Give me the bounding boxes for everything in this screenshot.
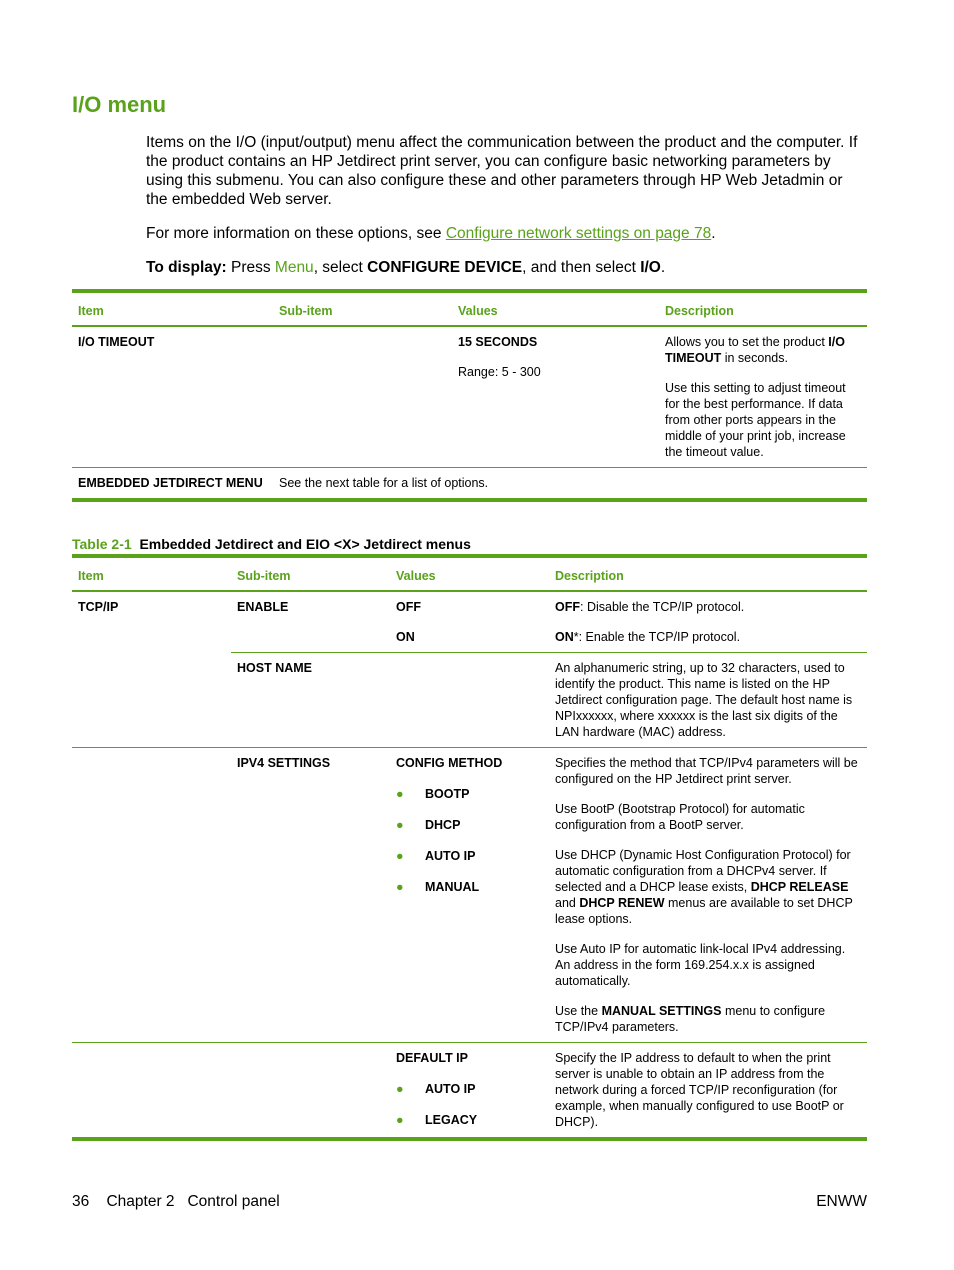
sub-item-enable: ENABLE bbox=[237, 600, 289, 614]
display-select: , select bbox=[313, 259, 368, 276]
value-default-ip: DEFAULT IP bbox=[396, 1051, 468, 1065]
header-sub-item: Sub-item bbox=[273, 291, 452, 326]
config-method-options bbox=[396, 786, 543, 895]
table-row bbox=[72, 326, 867, 468]
values-cell bbox=[452, 326, 659, 468]
sub-item-empty bbox=[231, 1043, 390, 1140]
desc-text: in seconds. bbox=[721, 351, 788, 365]
footer-left bbox=[72, 1193, 280, 1211]
desc-text: *: Enable the TCP/IP protocol. bbox=[573, 630, 741, 644]
desc-off bbox=[555, 599, 861, 615]
option-auto-ip: AUTO IP bbox=[425, 849, 476, 863]
bullet-icon: ● bbox=[396, 880, 404, 894]
configure-device-word: CONFIGURE DEVICE bbox=[367, 259, 523, 276]
table-row bbox=[72, 653, 867, 748]
desc-text: and bbox=[555, 896, 580, 910]
values-cell bbox=[390, 748, 549, 1043]
option-auto-ip: AUTO IP bbox=[425, 1082, 476, 1096]
chapter-label: Chapter 2 bbox=[106, 1193, 175, 1210]
desc-io-timeout bbox=[665, 334, 861, 366]
desc-text: Use the bbox=[555, 1004, 602, 1018]
more-info-paragraph bbox=[146, 224, 868, 243]
menu-word: Menu bbox=[274, 259, 314, 276]
bullet-icon: ● bbox=[396, 787, 404, 801]
header-description: Description bbox=[659, 291, 867, 326]
desc-bold: DHCP RENEW bbox=[579, 896, 665, 910]
display-label: To display: bbox=[146, 259, 227, 276]
table-row bbox=[72, 748, 867, 1043]
option-legacy: LEGACY bbox=[425, 1113, 478, 1127]
header-values: Values bbox=[452, 291, 659, 326]
table-caption bbox=[72, 536, 471, 552]
io-menu-table bbox=[72, 289, 867, 502]
desc-text: menus are available to set DHCP lease options. bbox=[555, 896, 853, 926]
desc-adjust-timeout: Use this setting to adjust timeout for the best performance. If data from other ports appears in the middle of your print job, increase the timeout value. bbox=[665, 381, 846, 459]
header-item: Item bbox=[72, 291, 273, 326]
description-cell bbox=[549, 748, 867, 1043]
default-ip-options bbox=[396, 1081, 543, 1128]
bullet-icon: ● bbox=[396, 849, 404, 863]
desc-bold: DHCP RELEASE bbox=[750, 880, 849, 894]
list-item bbox=[396, 817, 543, 833]
sub-item-ipv4-settings: IPV4 SETTINGS bbox=[231, 748, 390, 1043]
desc-on bbox=[555, 629, 861, 645]
values-empty bbox=[390, 653, 549, 748]
option-manual: MANUAL bbox=[425, 880, 480, 894]
desc-dhcp bbox=[555, 847, 861, 927]
desc-default-ip: Specify the IP address to default to when the print server is unable to obtain an IP address from the network during a forced TCP/IP reconfiguration (for example, when manually configured to use BootP or DHCP). bbox=[549, 1043, 867, 1140]
item-embedded-jetdirect-menu: EMBEDDED JETDIRECT MENU bbox=[72, 468, 273, 501]
list-item bbox=[396, 879, 543, 895]
item-tcpip: TCP/IP bbox=[78, 600, 119, 614]
desc-manual bbox=[555, 1003, 861, 1035]
bullet-icon: ● bbox=[396, 1082, 404, 1096]
value-15-seconds: 15 SECONDS bbox=[458, 335, 538, 349]
header-sub-item: Sub-item bbox=[231, 556, 390, 591]
display-instructions bbox=[146, 258, 868, 277]
desc-bold: I/O TIMEOUT bbox=[665, 335, 845, 365]
desc-text: menu to configure TCP/IPv4 parameters. bbox=[555, 1004, 826, 1034]
value-range: Range: 5 - 300 bbox=[458, 365, 541, 379]
footer-right: ENWW bbox=[816, 1193, 867, 1210]
list-item bbox=[396, 1081, 543, 1097]
list-item bbox=[396, 848, 543, 864]
bullet-icon: ● bbox=[396, 1113, 404, 1127]
item-io-timeout: I/O TIMEOUT bbox=[78, 335, 155, 349]
configure-network-link[interactable]: Configure network settings on page 78 bbox=[445, 225, 712, 242]
list-item bbox=[396, 786, 543, 802]
table-header-row bbox=[72, 556, 867, 591]
desc-text: : Disable the TCP/IP protocol. bbox=[580, 600, 745, 614]
desc-text: Use DHCP (Dynamic Host Configuration Protocol) for automatic configuration from a DHCPv4 server. If selected and a DHCP lease exists, bbox=[555, 848, 851, 894]
description-cell bbox=[659, 326, 867, 468]
more-info-text: For more information on these options, see bbox=[146, 225, 446, 242]
desc-bold: ON bbox=[555, 630, 574, 644]
table-row bbox=[72, 591, 867, 653]
header-description: Description bbox=[549, 556, 867, 591]
item-empty bbox=[72, 653, 231, 748]
table-header-row bbox=[72, 291, 867, 326]
display-press: Press bbox=[226, 259, 275, 276]
display-end: . bbox=[660, 259, 666, 276]
description-cell bbox=[549, 591, 867, 653]
section-label: Control panel bbox=[187, 1193, 280, 1210]
intro-paragraph: Items on the I/O (input/output) menu affect the communication between the product and the computer. If the product contains an HP Jetdirect print server, you can configure basic networking parameters by using this submenu. You can also configure these and other parameters through HP Web Jetadmin or the embedded Web server. bbox=[146, 134, 858, 208]
page-number: 36 bbox=[72, 1193, 90, 1210]
desc-bold: MANUAL SETTINGS bbox=[601, 1004, 722, 1018]
io-word: I/O bbox=[640, 259, 661, 276]
desc-bold: OFF bbox=[555, 600, 580, 614]
option-bootp: BOOTP bbox=[425, 787, 470, 801]
item-empty bbox=[72, 1043, 231, 1140]
table-row bbox=[72, 468, 867, 501]
value-off: OFF bbox=[396, 600, 421, 614]
list-item bbox=[396, 1112, 543, 1128]
option-dhcp: DHCP bbox=[425, 818, 461, 832]
bullet-icon: ● bbox=[396, 818, 404, 832]
value-config-method: CONFIG METHOD bbox=[396, 756, 503, 770]
values-cell bbox=[390, 591, 549, 653]
desc-text: Allows you to set the product bbox=[665, 335, 829, 349]
desc-config-method: Specifies the method that TCP/IPv4 parameters will be configured on the HP Jetdirect print server. bbox=[555, 756, 858, 786]
table-row bbox=[72, 1043, 867, 1140]
jetdirect-menus-table bbox=[72, 554, 867, 1141]
header-values: Values bbox=[390, 556, 549, 591]
value-on: ON bbox=[396, 630, 415, 644]
desc-auto-ip: Use Auto IP for automatic link-local IPv4 addressing. An address in the form 169.254.x.x is assigned automatically. bbox=[555, 942, 846, 988]
item-empty bbox=[72, 748, 231, 1043]
table-number: Table 2-1 bbox=[72, 536, 132, 552]
header-item: Item bbox=[72, 556, 231, 591]
sub-item-see-next-table: See the next table for a list of options. bbox=[273, 468, 867, 501]
table-title: Embedded Jetdirect and EIO <X> Jetdirect menus bbox=[139, 536, 471, 552]
values-cell bbox=[390, 1043, 549, 1140]
sub-item-host-name: HOST NAME bbox=[231, 653, 390, 748]
desc-bootp: Use BootP (Bootstrap Protocol) for automatic configuration from a BootP server. bbox=[555, 802, 805, 832]
more-info-end: . bbox=[711, 225, 716, 242]
display-then: , and then select bbox=[522, 259, 641, 276]
desc-host-name: An alphanumeric string, up to 32 characters, used to identify the product. This name is listed on the HP Jetdirect configuration page. The default host name is NPIxxxxxx, where xxxxxx is the last six digits of the LAN hardware (MAC) address. bbox=[549, 653, 867, 748]
sub-item-empty bbox=[273, 326, 452, 468]
page-title: I/O menu bbox=[72, 92, 167, 117]
